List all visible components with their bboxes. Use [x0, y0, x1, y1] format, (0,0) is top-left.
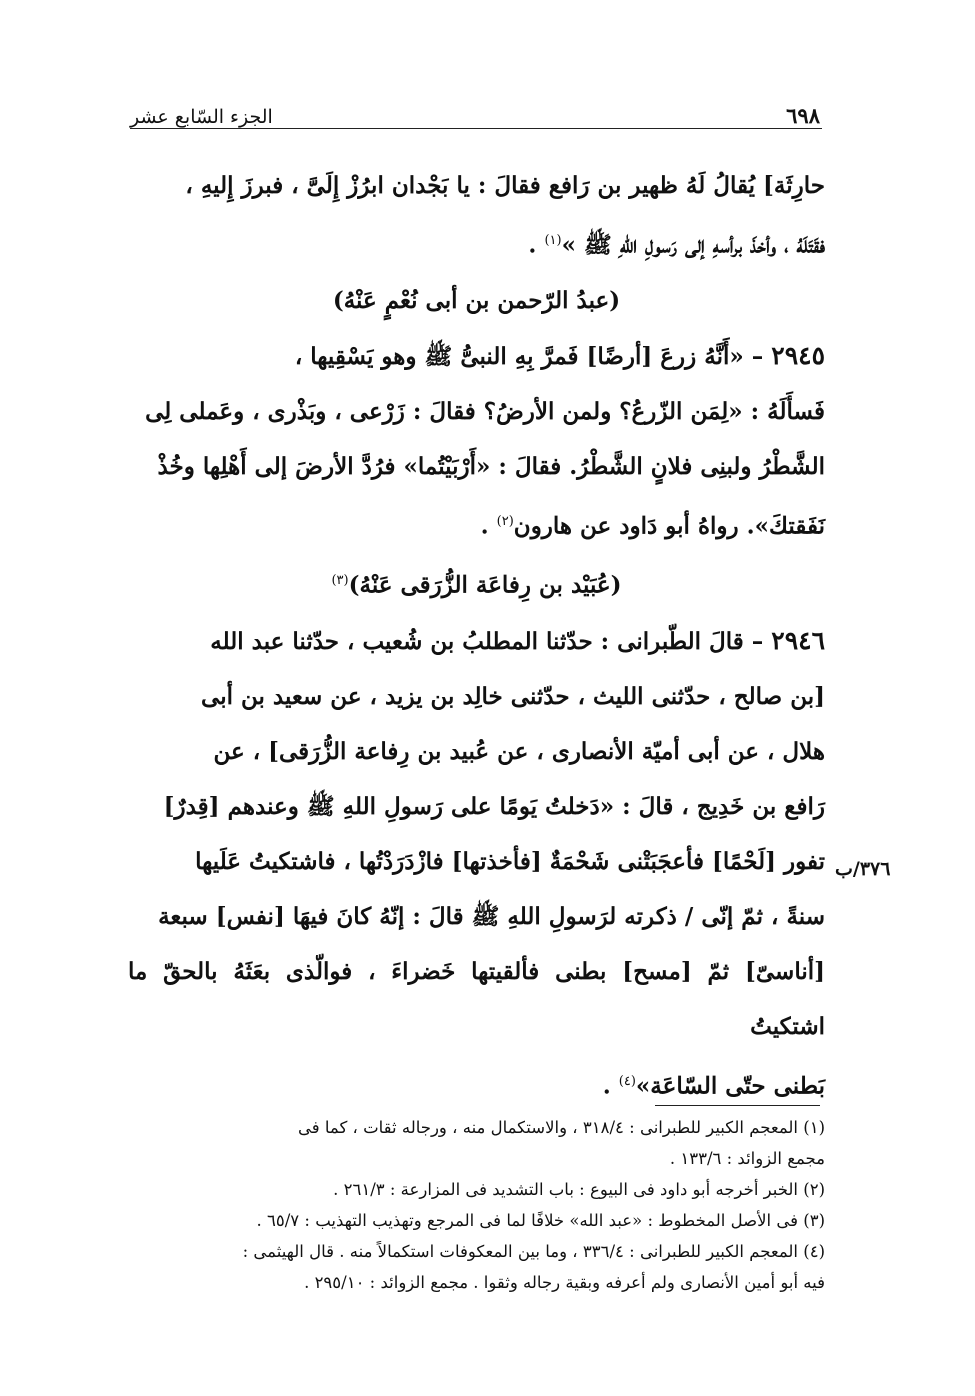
footnotes [128, 1112, 825, 1298]
text-line: [أناسىّ] ثمّ [مسح] بطنى فألقيتها خَضراءَ ، فوالّذى بعَثَهُ بالحقّ ما اشتكيتُ [128, 957, 825, 1040]
text-line: حارِثَة] يُقالُ لَهُ ظهير بن رَافع فقالَ : يا بَجْدان ابرُزْ إِلَىَّ ، فبرزَ إِليهِ ، [185, 172, 825, 199]
text-line: هلال ، عن أبى أميّة الأنصارى ، عن عُبيد بن رِفاعة الزُّرَقى] ، عن [213, 737, 825, 765]
text-line: [بن صالح ، حدّثنى الليث ، حدّثنى خالِد بن يزيد ، عن سعيد بن أبى [201, 682, 825, 710]
text-line: رَافع بن خَدِيج ، قالَ : «دَخلتُ يَومًا على رَسولِ اللهِ ﷺ وعندهم [قِدرٌ] [163, 792, 825, 820]
footnote-ref: (١) [544, 233, 562, 248]
footnote-line: مجمع الزوائد : ١٣٣/٦ . [669, 1149, 825, 1168]
text-line: بَطنى حتّى السّاعَة»$^{(٤)}$ . [602, 1072, 825, 1100]
text-line: تفور [لَحْمًا] فأعجَبَتْنى شَحْمَةٌ [فأخذتها] فازْدَرَدْتُها ، فاشتكيتُ عَلَيها [195, 847, 825, 875]
footnote-line: فيه أبو أمين الأنصارى ولم أعرفه وبقية رجاله وثقوا . مجمع الزوائد : ٢٩٥/١٠ . [304, 1273, 825, 1292]
footnote-line: (١) المعجم الكبير للطبرانى : ٣١٨/٤ ، والاستكمال منه ، ورجاله ثقات ، كما فى [298, 1118, 825, 1137]
hadith-number: ٢٩٤٦ [771, 625, 825, 655]
footnote-separator [655, 1105, 820, 1106]
section-heading: (عبدُ الرّحمن بن أبى نُعْمٍ عَنْهُ) [332, 286, 621, 314]
page-number: ٦٩٨ [786, 103, 820, 128]
header-rule [130, 128, 822, 129]
text-line: فقَتَلَهُ ، وأخذَ برأسهِ إلى رَسولِ اللهِ ﷺ »$^{(١)}$ . [528, 231, 825, 259]
footnote-ref: (٢) [496, 513, 514, 529]
hadith-number: ٢٩٤٥ [771, 340, 825, 370]
section-heading: (عُبَيْد بن رِفاعَة الزُّرَقى عَنْهُ)$^{(٣)}$ [331, 571, 622, 599]
main-text [128, 158, 825, 1114]
footnote-ref: (٤) [618, 1073, 636, 1089]
hadith-entry-line: ٢٩٤٥ – «أَنَّهُ زرعَ [أرضًا] فَمرَّ بِهِ النبىُّ ﷺ وهو يَسْقِيها ، [294, 340, 825, 370]
running-title: الجزء السّابع عشر [130, 106, 273, 128]
text-line: نَفَقتكَ». رواهُ أبو دَاود عن هارون$^{(٢)}$ . [480, 512, 825, 540]
text-line: سنةً ، ثمّ إنّى / ذكرته لرَسولِ اللهِ ﷺ قالَ : إنّهُ كانَ فيهَا [نفس] سبعة [158, 902, 825, 930]
footnote-line: (٢) الخبر أخرجه أبو داود فى البيوع : باب التشديد فى المزارعة : ٢٦١/٣ . [333, 1180, 825, 1199]
manuscript-folio-note: ٣٧٦/ب [835, 858, 891, 880]
footnote-line: (٤) المعجم الكبير للطبرانى : ٣٣٦/٤ ، وما بين المعكوفات استكمالاً منه . قال الهيثمى : [242, 1242, 825, 1261]
hadith-entry-line: ٢٩٤٦ – قالَ الطّبرانى : حدّثنا المطلبُ بن شُعيب ، حدّثنا عبد الله [210, 625, 825, 655]
footnote-line: (٣) فى الأصل المخطوط : «عبد الله» خلافًا لما فى المرجع وتهذيب التهذيب : ٦٥/٧ . [256, 1211, 825, 1230]
text-line: فَسأَلَهُ : «لِمَن الزّرعُ؟ ولمن الأرضُ؟ فقالَ : زَرْعى ، وبَذْرى ، وعَملى لِى [145, 397, 825, 425]
footnote-ref: (٣) [331, 573, 349, 589]
page-header [130, 88, 820, 128]
text-line: الشَّطْرُ ولبنِى فلانٍ الشَّطْرُ. فقالَ : «أَرْبَيْتُما» فرُدَّ الأرضَ إلى أَهْلِها وخُذْ [157, 452, 825, 480]
